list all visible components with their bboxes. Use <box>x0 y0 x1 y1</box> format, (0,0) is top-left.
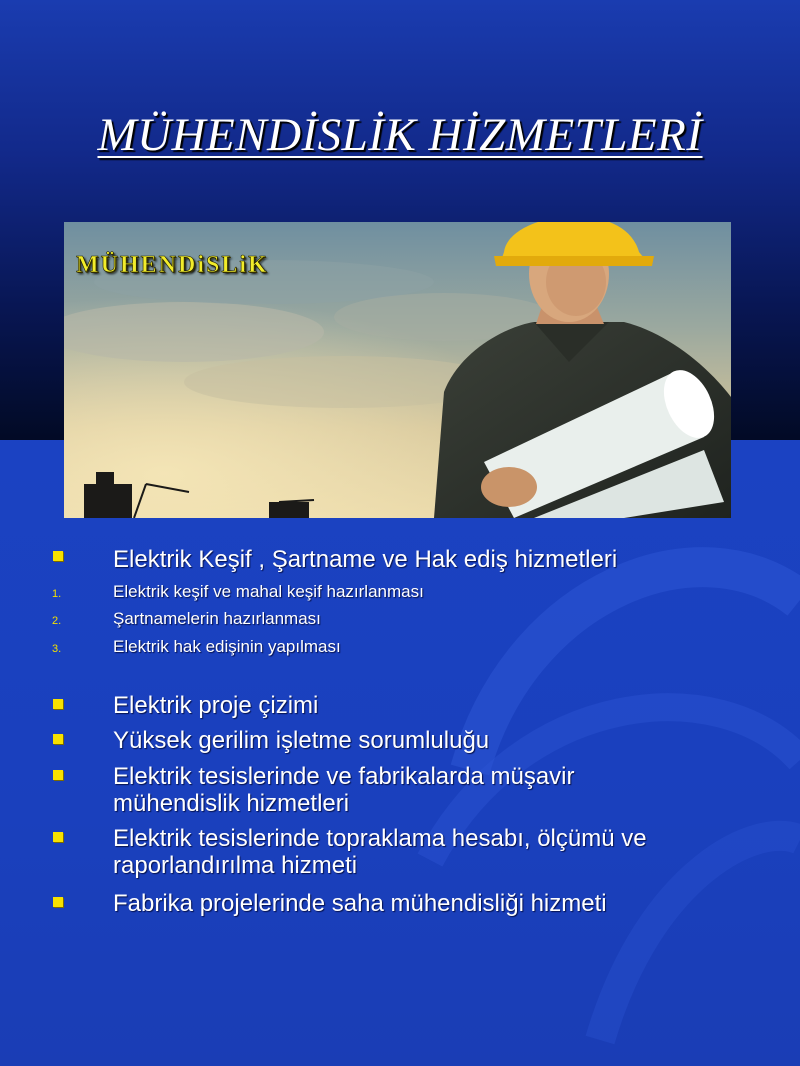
list-number: 2. <box>52 615 62 627</box>
slide-title: MÜHENDİSLİK HİZMETLERİ <box>97 109 703 161</box>
image-caption: MÜHENDiSLiK <box>76 252 269 278</box>
bullet-marker <box>53 734 63 744</box>
sub-list-item: Elektrik hak edişinin yapılması <box>113 637 341 656</box>
list-item: Elektrik proje çizimi <box>113 692 319 719</box>
bullet-marker <box>53 832 63 842</box>
engineer-photo <box>64 222 731 518</box>
bullet-marker <box>53 699 63 709</box>
list-item: Yüksek gerilim işletme sorumluluğu <box>113 727 490 754</box>
list-number: 3. <box>52 643 62 655</box>
list-item: Elektrik tesislerinde ve fabrikalarda müşavir mühendislik hizmetleri <box>113 763 575 817</box>
bullet-marker <box>53 551 63 561</box>
sub-list-item: Şartnamelerin hazırlanması <box>113 609 321 628</box>
bullet-marker <box>53 770 63 780</box>
list-item: Fabrika projelerinde saha mühendisliği hizmeti <box>113 890 607 917</box>
list-item: Elektrik Keşif , Şartname ve Hak ediş hizmetleri <box>113 546 618 573</box>
sub-list-item: Elektrik keşif ve mahal keşif hazırlanması <box>113 582 424 601</box>
bullet-marker <box>53 897 63 907</box>
list-number: 1. <box>52 588 62 600</box>
list-item: Elektrik tesislerinde topraklama hesabı, ölçümü ve raporlandırılma hizmeti <box>113 825 647 879</box>
